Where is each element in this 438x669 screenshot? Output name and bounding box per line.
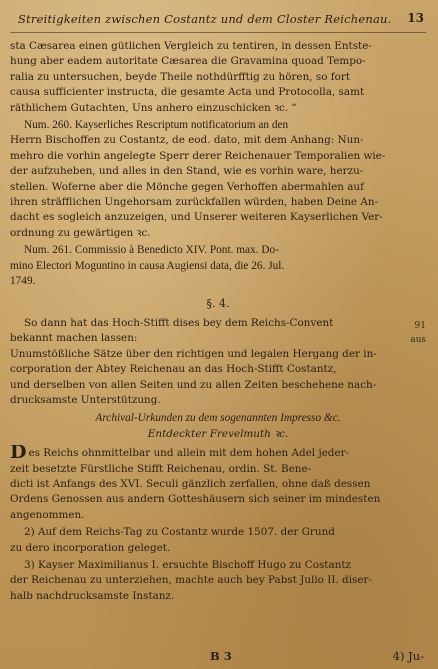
text-line: dacht es sogleich anzuzeigen, und Unserer weiteren Kayserlichen Ver- [10,211,383,224]
text-line: drucksamste Unterstützung. [10,393,161,406]
text-line: ihren sträfflichen Ungehorsam zurückfallen würden, haben Deine An- [10,196,379,209]
section-heading: §. 4. [206,296,230,310]
margin-note: aus [410,334,426,345]
text-line: Num. 261. Commissio à Benedicto XIV. Pont. max. Do- [24,244,279,257]
text-line: corporation der Abtey Reichenau an das Hoch-Stifft Costantz, [10,363,337,376]
catchword: 4) Ju- [392,649,424,663]
list-item: 2) Auf dem Reichs-Tag zu Costantz wurde 1507. der Grund [24,526,335,539]
signature-mark: B 3 [210,649,232,663]
main-text [10,39,426,604]
drop-capital: D [10,445,27,462]
text-line: ralia zu untersuchen, beyde Theile nothdürfftig zu hören, so fort [10,70,351,83]
text-line: stellen. Woferne aber die Mönche gegen Verhoffen abermahlen auf [10,180,364,193]
text-line: mehro die vorhin angelegte Sperr derer Reichenauer Temporalien wie- [10,149,386,162]
text-line: So dann hat das Hoch-Stifft dises bey dem Reichs-Convent [24,316,334,329]
text-line: angenommen. [10,508,85,521]
text-line: zu dero incorporation geleget. [10,541,171,554]
margin-note: 91 [414,320,426,331]
archival-subheading: Entdeckter Frevelmuth ꝛc. [147,427,289,440]
text-line: zeit besetzte Fürstliche Stifft Reichenau, ordin. St. Bene- [10,462,312,475]
running-title: Streitigkeiten zwischen Costantz und dem Closter Reichenau. [18,12,392,26]
page-footer [10,647,426,667]
text-line: mino Electori Moguntino in causa Augiensi data, die 26. Jul. [10,259,285,272]
text-line: sta Cæsarea einen gütlichen Vergleich zu tentiren, in dessen Entste- [10,40,372,52]
list-item: 3) Kayser Maximilianus I. ersuchte Bischoff Hugo zu Costantz [24,559,352,571]
text-line: und derselben von allen Seiten und zu allen Zeiten beschehene nach- [10,378,377,391]
text-line: ordnung zu gewärtigen ꝛc. [10,226,151,239]
section-intro [10,316,426,347]
text-line: hung aber eadem autoritate Cæsarea die Gravamina quoad Tempo- [10,55,366,68]
archival-heading: Archival-Urkunden zu dem sogenannten Impresso &c. [95,412,341,425]
list-item [10,445,426,461]
text-line: Num. 260. Kayserliches Rescriptum notificatorium an den [24,119,289,132]
text-line: Unumstößliche Sätze über den richtigen und legalen Hergang der in- [10,347,377,360]
text-line: es Reichs ohnmittelbar und allein mit dem hohen Adel jeder- [28,447,350,460]
text-line: causa sufficienter instructa, die gesamte Acta und Protocolla, samt [10,86,365,99]
text-line: bekannt machen lassen: [10,332,138,345]
page-number: 13 [407,11,424,25]
text-line: Ordens Genossen aus andern Gotteshäusern sich seiner im mindesten [10,493,381,506]
text-line: Herrn Bischoffen zu Costantz, de eod. dato, mit dem Anhang: Nun- [10,134,364,147]
text-line: 1749. [10,275,36,288]
text-line: dicti ist Anfangs des XVI. Seculi gänzlich zerfallen, ohne daß dessen [10,477,371,490]
text-line: der Reichenau zu unterziehen, machte auch bey Pabst Julio II. diser- [10,574,372,587]
text-line: räthlichem Gutachten, Uns anhero einzuschicken ꝛc. “ [10,101,297,114]
running-header [10,8,426,33]
text-line: halb nachdrucksamste Instanz. [10,589,175,602]
text-line: der aufzuheben, und alles in den Stand, wie es vorhin ware, herzu- [10,165,364,178]
